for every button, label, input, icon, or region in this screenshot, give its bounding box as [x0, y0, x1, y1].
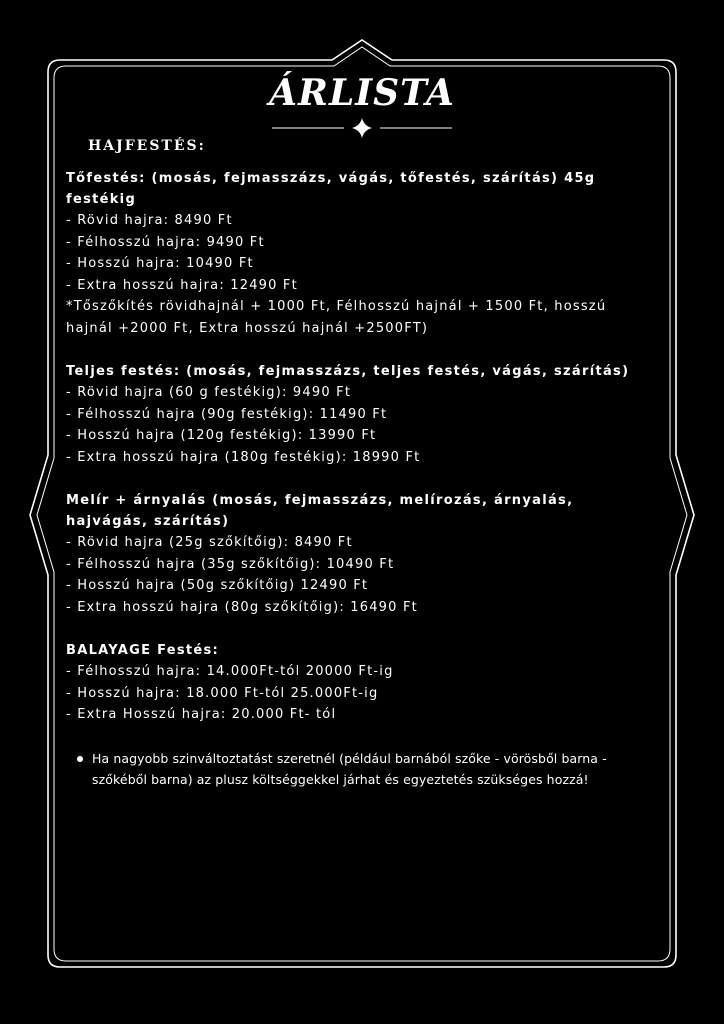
section-teljes-festes [66, 361, 656, 468]
note-text: Ha nagyobb szinváltoztatást szeretnél (például barnából szőke - vörösből barna - szőkéből barna) az plusz költséggekkel járhat és egyeztetés szükséges hozzá! [92, 750, 607, 787]
section-heading: Melír + árnyalás (mosás, fejmasszázs, melírozás, árnyalás, hajvágás, szárítás) [66, 493, 574, 529]
price-line: - Félhosszú hajra: 14.000Ft-tól 20000 Ft-ig [66, 664, 394, 679]
section-heading: BALAYAGE Festés: [66, 643, 220, 658]
note-item [76, 748, 656, 790]
price-line: - Rövid hajra (25g szőkítőig): 8490 Ft [66, 535, 353, 550]
price-line: - Hosszú hajra (50g szőkítőig) 12490 Ft [66, 578, 369, 593]
price-line: - Félhosszú hajra (90g festékig): 11490 Ft [66, 406, 388, 422]
note-list [66, 748, 656, 790]
price-line: - Extra hosszú hajra (80g szőkítőig): 16490 Ft [66, 599, 418, 615]
section-subtitle: HAJFESTÉS: [88, 138, 206, 154]
price-line: - Extra Hosszú hajra: 20.000 Ft- tól [66, 707, 337, 722]
price-line: - Hosszú hajra (120g festékig): 13990 Ft [66, 428, 377, 443]
price-line: - Félhosszú hajra (35g szőkítőig): 10490 Ft [66, 556, 395, 572]
bullet-icon [77, 756, 83, 762]
price-line: - Hosszú hajra: 10490 Ft [66, 256, 254, 271]
price-line: - Félhosszú hajra: 9490 Ft [66, 234, 265, 250]
price-list [66, 168, 656, 790]
price-line: - Rövid hajra (60 g festékig): 9490 Ft [66, 385, 352, 400]
price-line: - Extra hosszú hajra (180g festékig): 18990 Ft [66, 449, 421, 465]
price-footnote: *Tőszőkítés rövidhajnál + 1000 Ft, Félhosszú hajnál + 1500 Ft, hosszú hajnál +2000 Ft, Extra hosszú hajnál +2500FT) [66, 299, 607, 336]
price-line: - Extra hosszú hajra: 12490 Ft [66, 277, 298, 293]
price-line: - Hosszú hajra: 18.000 Ft-tól 25.000Ft-ig [66, 685, 379, 701]
section-melir [66, 490, 656, 618]
title-ornament [272, 118, 452, 138]
section-heading: Teljes festés: (mosás, fejmasszázs, teljes festés, vágás, szárítás) [66, 364, 630, 379]
page-title: ÁRLISTA [269, 72, 455, 114]
price-line: - Rövid hajra: 8490 Ft [66, 213, 233, 228]
section-tofestes [66, 168, 656, 339]
section-heading: Tőfestés: (mosás, fejmasszázs, vágás, tőfestés, szárítás) 45g festékig [66, 171, 596, 207]
section-balayage [66, 640, 656, 726]
